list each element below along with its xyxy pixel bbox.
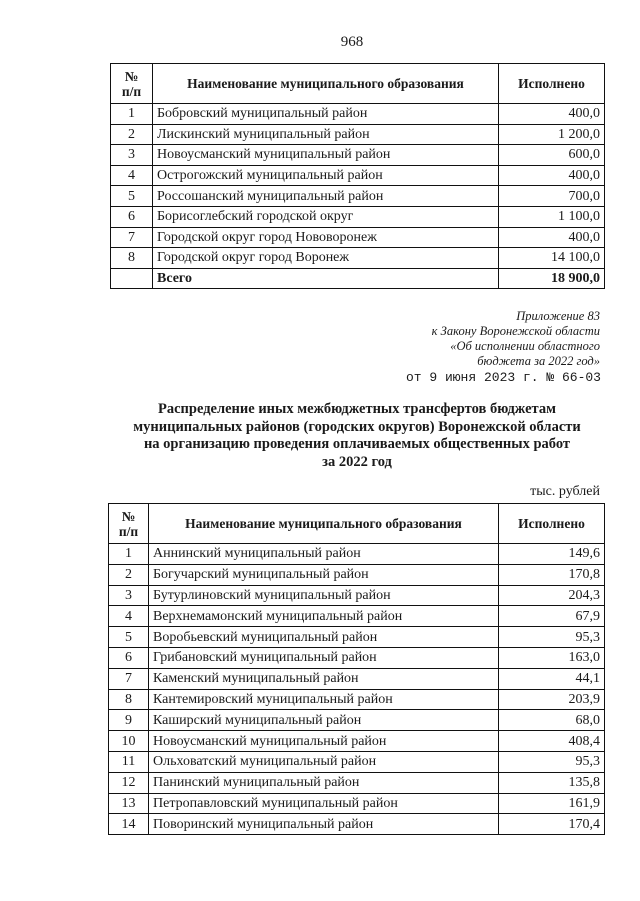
row-number: 5: [111, 186, 153, 207]
appendix-line: Приложение 83: [516, 309, 600, 323]
row-number: 7: [111, 227, 153, 248]
municipality-name: Россошанский муниципальный район: [153, 186, 499, 207]
executed-amount: 400,0: [499, 227, 605, 248]
row-number: 4: [111, 165, 153, 186]
table-row: [109, 606, 605, 627]
row-number: 11: [109, 751, 149, 772]
header-municipality: Наименование муниципального образования: [149, 504, 499, 544]
row-number: 1: [111, 104, 153, 125]
title-line: муниципальных районов (городских округов) Воронежской области: [133, 418, 581, 435]
row-number: 9: [109, 710, 149, 731]
executed-amount: 161,9: [499, 793, 605, 814]
units-label: тыс. рублей: [530, 484, 600, 499]
table-row: [111, 186, 605, 207]
municipality-name: Новоусманский муниципальный район: [149, 731, 499, 752]
table-row: [109, 668, 605, 689]
executed-amount: 44,1: [499, 668, 605, 689]
municipality-name: Бобровский муниципальный район: [153, 104, 499, 125]
appendix-line: бюджета за 2022 год»: [477, 354, 600, 368]
table-row: [109, 647, 605, 668]
allocation-table-top-body: [111, 104, 605, 269]
row-number: 13: [109, 793, 149, 814]
table-row: [111, 104, 605, 125]
municipality-name: Ольховатский муниципальный район: [149, 751, 499, 772]
row-number: 6: [111, 206, 153, 227]
table-row: [109, 689, 605, 710]
executed-amount: 204,3: [499, 585, 605, 606]
title-line: за 2022 год: [322, 453, 392, 470]
municipality-name: Петропавловский муниципальный район: [149, 793, 499, 814]
row-number: 7: [109, 668, 149, 689]
executed-amount: 203,9: [499, 689, 605, 710]
table-row: [111, 227, 605, 248]
header-number: [111, 64, 153, 104]
total-row: [111, 268, 605, 289]
row-number: 8: [109, 689, 149, 710]
executed-amount: 400,0: [499, 165, 605, 186]
table-row: [109, 710, 605, 731]
municipality-name: Поворинский муниципальный район: [149, 814, 499, 835]
total-number-cell: [111, 268, 153, 289]
appendix-line: к Закону Воронежской области: [431, 324, 600, 338]
row-number: 3: [109, 585, 149, 606]
appendix-line: «Об исполнении областного: [450, 339, 600, 353]
allocation-table-bottom-body: [109, 544, 605, 835]
municipality-name: Богучарский муниципальный район: [149, 564, 499, 585]
allocation-table-bottom: [108, 503, 605, 835]
table-row: [111, 248, 605, 269]
table-row: [109, 564, 605, 585]
municipality-name: Верхнемамонский муниципальный район: [149, 606, 499, 627]
municipality-name: Острогожский муниципальный район: [153, 165, 499, 186]
executed-amount: 400,0: [499, 104, 605, 125]
municipality-name: Лискинский муниципальный район: [153, 124, 499, 145]
table-row: [111, 206, 605, 227]
row-number: 3: [111, 145, 153, 166]
table-row: [109, 751, 605, 772]
executed-amount: 170,8: [499, 564, 605, 585]
row-number: 8: [111, 248, 153, 269]
executed-amount: 170,4: [499, 814, 605, 835]
page-number: 968: [340, 34, 364, 50]
municipality-name: Бутурлиновский муниципальный район: [149, 585, 499, 606]
row-number: 12: [109, 772, 149, 793]
table-row: [111, 124, 605, 145]
municipality-name: Кантемировский муниципальный район: [149, 689, 499, 710]
header-number: [109, 504, 149, 544]
executed-amount: 67,9: [499, 606, 605, 627]
executed-amount: 95,3: [499, 751, 605, 772]
executed-amount: 95,3: [499, 627, 605, 648]
municipality-name: Панинский муниципальный район: [149, 772, 499, 793]
allocation-table-top: [110, 63, 605, 289]
table-row: [111, 145, 605, 166]
executed-amount: 14 100,0: [499, 248, 605, 269]
table-row: [109, 627, 605, 648]
executed-amount: 408,4: [499, 731, 605, 752]
executed-amount: 600,0: [499, 145, 605, 166]
municipality-name: Каменский муниципальный район: [149, 668, 499, 689]
table-header-row: [111, 64, 605, 104]
total-label: Всего: [153, 268, 499, 289]
title-line: Распределение иных межбюджетных трансфертов бюджетам: [158, 401, 556, 417]
executed-amount: 700,0: [499, 186, 605, 207]
table-row: [109, 814, 605, 835]
executed-amount: 68,0: [499, 710, 605, 731]
municipality-name: Воробьевский муниципальный район: [149, 627, 499, 648]
municipality-name: Аннинский муниципальный район: [149, 544, 499, 565]
municipality-name: Борисоглебский городской округ: [153, 206, 499, 227]
header-executed: Исполнено: [499, 504, 605, 544]
decree-reference: от 9 июня 2023 г. № 66-03: [405, 370, 601, 385]
executed-amount: 1 200,0: [499, 124, 605, 145]
header-number-abbr: п/п: [118, 523, 139, 539]
municipality-name: Городской округ город Нововоронеж: [153, 227, 499, 248]
table-row: [109, 731, 605, 752]
row-number: 6: [109, 647, 149, 668]
row-number: 2: [109, 564, 149, 585]
table-row: [111, 165, 605, 186]
municipality-name: Городской округ город Воронеж: [153, 248, 499, 269]
municipality-name: Новоусманский муниципальный район: [153, 145, 499, 166]
table-row: [109, 772, 605, 793]
row-number: 10: [109, 731, 149, 752]
section-title: [74, 401, 640, 471]
header-number-symbol: №: [124, 68, 139, 84]
executed-amount: 163,0: [499, 647, 605, 668]
header-number-abbr: п/п: [121, 83, 142, 99]
title-line: на организацию проведения оплачиваемых общественных работ: [143, 436, 571, 452]
table-row: [109, 585, 605, 606]
row-number: 5: [109, 627, 149, 648]
row-number: 14: [109, 814, 149, 835]
header-municipality: Наименование муниципального образования: [153, 64, 499, 104]
executed-amount: 1 100,0: [499, 206, 605, 227]
executed-amount: 149,6: [499, 544, 605, 565]
header-executed: Исполнено: [499, 64, 605, 104]
table-row: [109, 544, 605, 565]
table-header-row: [109, 504, 605, 544]
row-number: 4: [109, 606, 149, 627]
header-number-symbol: №: [121, 508, 136, 524]
row-number: 1: [109, 544, 149, 565]
row-number: 2: [111, 124, 153, 145]
municipality-name: Грибановский муниципальный район: [149, 647, 499, 668]
municipality-name: Каширский муниципальный район: [149, 710, 499, 731]
total-amount: 18 900,0: [499, 268, 605, 289]
appendix-note: [432, 309, 600, 369]
table-row: [109, 793, 605, 814]
executed-amount: 135,8: [499, 772, 605, 793]
